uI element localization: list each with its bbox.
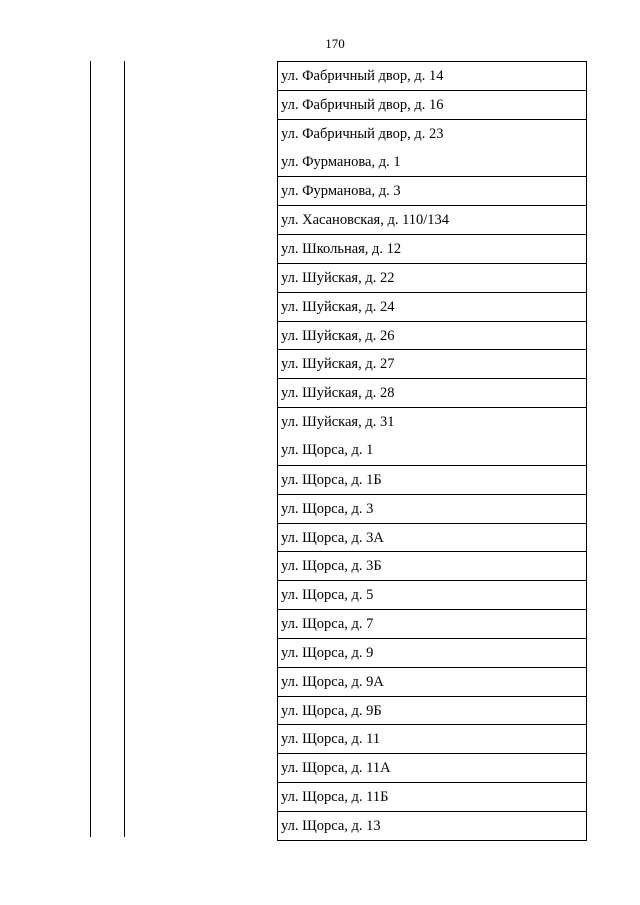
table-row: ул. Шуйская, д. 27 <box>278 349 586 378</box>
address-list <box>277 61 587 841</box>
table-row: ул. Щорса, д. 1 <box>281 441 374 458</box>
table-row: ул. Щорса, д. 11А <box>278 753 586 782</box>
table-column-border-left <box>90 61 91 837</box>
table-row: ул. Шуйская, д. 24 <box>278 292 586 321</box>
table-row: ул. Фабричный двор, д. 14 <box>278 61 586 90</box>
table-row: ул. Шуйская, д. 31 <box>278 407 586 436</box>
table-row: ул. Щорса, д. 11Б <box>278 782 586 811</box>
page-number: 170 <box>325 36 345 51</box>
table-row: ул. Щорса, д. 3 <box>278 494 586 523</box>
table-row: ул. Школьная, д. 12 <box>278 234 586 263</box>
table-row: ул. Фурманова, д. 1 <box>281 153 401 170</box>
table-row: ул. Щорса, д. 9А <box>278 667 586 696</box>
table-row: ул. Щорса, д. 5 <box>278 580 586 609</box>
table-row: ул. Щорса, д. 3Б <box>278 551 586 580</box>
table-row: ул. Фабричный двор, д. 16 <box>278 90 586 119</box>
table-row: ул. Щорса, д. 3А <box>278 523 586 552</box>
table-row: ул. Щорса, д. 13 <box>278 811 586 840</box>
table-row: ул. Шуйская, д. 22 <box>278 263 586 292</box>
table-row: ул. Щорса, д. 1Б <box>278 465 586 494</box>
table-row: ул. Хасановская, д. 110/134 <box>278 205 586 234</box>
table-column-border-inner <box>124 61 125 837</box>
table-row: ул. Щорса, д. 9 <box>278 638 586 667</box>
table-row: ул. Шуйская, д. 26 <box>278 321 586 350</box>
table-row: ул. Фабричный двор, д. 23 <box>278 119 586 148</box>
table-row: ул. Щорса, д. 7 <box>278 609 586 638</box>
table-row: ул. Шуйская, д. 28 <box>278 378 586 407</box>
table-row: ул. Щорса, д. 11 <box>278 724 586 753</box>
table-row: ул. Фурманова, д. 3 <box>278 176 586 205</box>
table-row: ул. Щорса, д. 9Б <box>278 696 586 725</box>
